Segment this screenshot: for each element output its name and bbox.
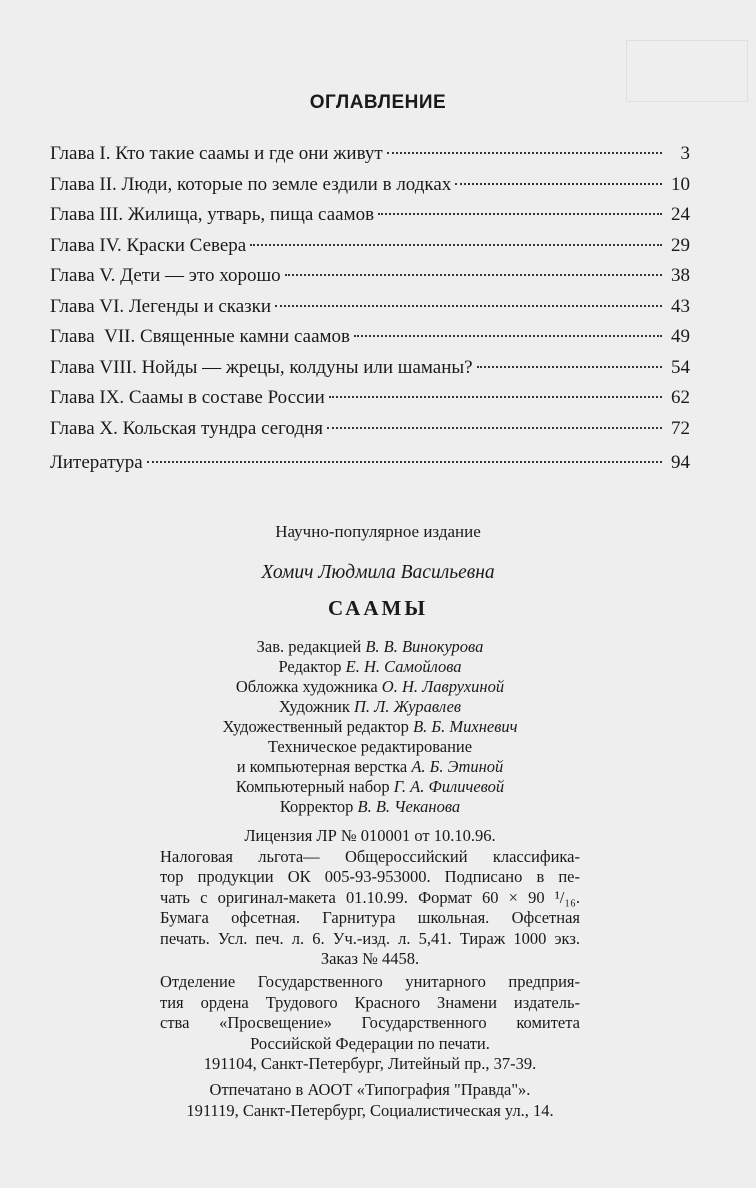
edition-type: Научно-популярное издание [275,522,481,541]
toc-entry-title: Глава VI. Легенды и сказки [50,295,272,317]
credit-line [160,637,580,657]
credit-role: Корректор [279,797,354,816]
toc-entry-title: Литература [50,452,143,473]
toc-entry-page: 54 [671,356,690,378]
credit-line [160,677,580,697]
toc-entry [50,387,690,418]
toc-leader [147,461,662,463]
toc-leader [327,427,662,429]
toc-entry [50,174,690,205]
credit-line [160,697,580,717]
credit-role: Редактор [278,657,342,676]
toc-entry [50,235,690,266]
toc-leader [275,305,662,307]
toc-entry-page: 94 [671,452,690,473]
license-block [160,826,580,970]
book-title: СААМЫ [328,596,428,620]
license-line: Заказ № 4458. [320,949,420,968]
publisher-line: Отделение Государственного унитарного предприя- [160,972,580,991]
license-line: Бумага офсетная. Гарнитура школьная. Офсетная [160,908,580,927]
toc-entry-title: Глава VIII. Нойды — жрецы, колдуны или шаманы? [50,356,473,378]
toc-entry-title: Глава IV. Краски Севера [50,234,247,256]
credit-name: П. Л. Журавлев [354,697,462,716]
printer-line: Отпечатано в АООТ «Типография "Правда"». [209,1080,531,1099]
credit-role: Обложка художника [235,677,378,696]
license-line: печать. Усл. печ. л. 6. Уч.-изд. л. 5,41. Тираж 1000 экз. [160,928,580,948]
toc-heading: ОГЛАВЛЕНИЕ [309,92,447,113]
publisher-line: Российской Федерации по печати. [250,1033,490,1053]
publisher-block [160,972,580,1075]
toc-leader [378,213,662,215]
printer-line: 191119, Санкт-Петербург, Социалистическая ул., 14. [186,1100,554,1120]
credit-name: В. Б. Михневич [413,717,518,736]
credit-role: Зав. редакцией [256,637,362,656]
toc-leader [285,274,662,276]
toc-entry-literature [50,452,690,483]
toc-entry-title: Глава III. Жилища, утварь, пища саамов [50,204,375,225]
author-name: Хомич Людмила Васильевна [261,562,495,583]
license-line: тор продукции ОК 005-93-953000. Подписано в пе- [160,867,580,886]
toc-leader [387,152,662,154]
toc-entry-title: Глава II. Люди, которые по земле ездили в лодках [50,173,452,195]
toc-entry-page: 38 [671,265,690,286]
toc-entry-page: 43 [671,295,690,317]
toc-entry [50,143,690,174]
toc-entry-page: 49 [671,326,690,347]
credit-role: Компьютерный набор [235,777,390,796]
printer-block [160,1080,580,1121]
credit-role: Техническое редактирование [267,737,473,756]
credit-name: О. Н. Лаврухиной [381,677,505,696]
table-of-contents [50,143,690,483]
publisher-line: ства «Просвещение» Государственного комитета [160,1013,580,1032]
credit-name: Е. Н. Самойлова [345,657,462,676]
toc-entry-page: 3 [680,143,690,164]
credit-line [160,717,580,737]
toc-leader [250,244,662,246]
toc-entry [50,357,690,388]
credits-block [160,637,580,817]
toc-entry [50,418,690,449]
toc-leader [354,335,662,337]
toc-entry [50,296,690,327]
toc-entry-title: Глава I. Кто такие саамы и где они живут [50,143,383,164]
toc-entry [50,204,690,235]
toc-leader [455,183,662,185]
license-line: Налоговая льгота— Общероссийский классифика- [160,846,580,866]
credit-line [160,777,580,797]
credit-role: и компьютерная верстка [236,757,408,776]
toc-entry [50,326,690,357]
credit-line [160,737,580,757]
credit-name: В. В. Чеканова [357,797,461,816]
publisher-line: 191104, Санкт-Петербург, Литейный пр., 37-39. [203,1054,537,1073]
publisher-line: тия ордена Трудового Красного Знамени издатель- [160,992,580,1012]
toc-entry-page: 72 [671,417,690,439]
credit-role: Художественный редактор [222,717,409,736]
toc-entry-title: Глава V. Дети — это хорошо [50,265,281,286]
toc-leader [477,366,662,368]
credit-name: В. В. Винокурова [365,637,484,656]
credit-name: Г. А. Филичевой [393,777,505,796]
license-line: Лицензия ЛР № 010001 от 10.10.96. [244,826,496,845]
credit-line [160,657,580,677]
toc-entry-page: 10 [671,173,690,195]
credit-line [160,797,580,817]
credit-line [160,757,580,777]
toc-entry-title: Глава VII. Священные камни саамов [50,326,350,347]
credit-role: Художник [278,697,350,716]
credit-name: А. Б. Этиной [411,757,504,776]
toc-entry-page: 62 [671,387,690,408]
toc-entry [50,265,690,296]
toc-entry-title: Глава IX. Саамы в составе России [50,387,325,408]
toc-entry-page: 29 [671,234,690,256]
toc-entry-title: Глава X. Кольская тундра сегодня [50,417,324,439]
toc-leader [329,396,662,398]
toc-entry-page: 24 [671,204,690,225]
license-line: чать с оригинал-макета 01.10.99. Формат 60 × 90 ¹/₁₆. [160,887,580,907]
